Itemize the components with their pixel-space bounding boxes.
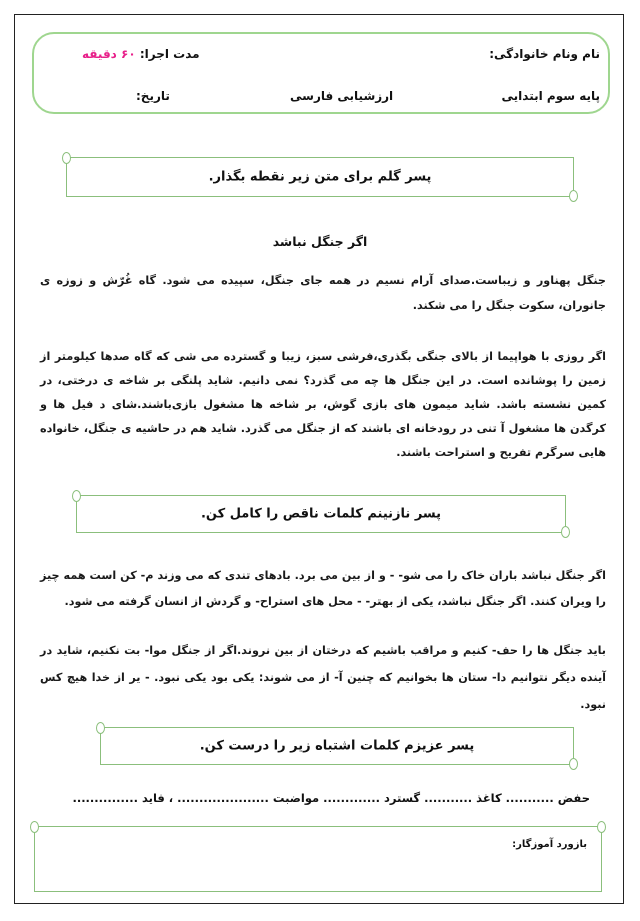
section2-title-banner <box>76 495 566 533</box>
section2-paragraph1 <box>40 563 606 615</box>
subject-label: ارزشیابی فارسی <box>290 89 394 103</box>
duration-label: مدت اجرا: <box>139 47 200 61</box>
section1-title-banner <box>66 157 574 197</box>
student-name-label: نام ونام خانوادگی: <box>489 47 600 61</box>
teacher-feedback-box <box>34 826 602 892</box>
duration-field <box>82 47 200 61</box>
duration-value: ۶۰ دقیقه <box>82 47 136 61</box>
section2-paragraph2-text: باید جنگل ها را حف- کنیم و مراقب باشیم که درختان از بین نروند.اگر از جنگل موا- بت نکنیم، شاید در آینده دیگر نتوانیم دا- ستان ها بخوانیم که چنین آ- از می شوند: یکی بود یکی نبود. - یر از خدا هیچ کس نبود. <box>40 644 606 711</box>
misspelled-words-line: حفض ........... کاغذ ........... گسترد ............. مواضبت ..................... ، فاید ............... <box>72 791 590 805</box>
date-label: تاریخ: <box>136 89 170 103</box>
section2-paragraph2 <box>40 637 606 718</box>
section1-paragraph2-text: اگر روزی با هواپیما از بالای جنگی بگذری،فرشی سبز، زیبا و گسترده می شی که گاه صدها کیلومتر از زمین را پوشانده است. در این جنگل ها چه می گذرد؟ نمی دانیم. شاید پلنگی بر شاخه ی درختی، در کمین نشسته باشد. شاید میمون های بازی گوش، بر شاخه ها مشغول بازی‌باشند.شای د فیل ها و کرگدن ها مشغول آ تنی در رودخانه ای باشند که از جنگل می گذرد. شاید هم در حاشیه ی جنگل، خانواده هایی سرگرم تفریح و استراحت باشند. <box>40 350 606 459</box>
section1-paragraph2 <box>40 345 606 465</box>
grade-label: پایه سوم ابتدایی <box>501 89 600 103</box>
section2-title: پسر نازنینم کلمات ناقص را کامل کن. <box>200 506 442 522</box>
teacher-feedback-label: بازورد آموزگار: <box>512 839 587 850</box>
section1-paragraph1 <box>40 268 606 318</box>
section3-title-banner <box>100 727 574 765</box>
section1-title: پسر گلم برای متن زیر نقطه بگذار. <box>208 169 432 185</box>
section3-title: پسر عزیزم کلمات اشتباه زیر را درست کن. <box>199 738 475 754</box>
section2-paragraph1-text: اگر جنگل نباشد باران خاک را می شو- - و از بین می برد. بادهای تندی که می وزند م- کن است همه چیز را ویران کنند. اگر جنگل نباشد، یکی از بهتر- - محل های استراح- و گردش از انسان گرفته می شود. <box>40 569 606 608</box>
section1-paragraph1-text: جنگل پهناور و زیباست.صدای آرام نسیم در همه جای جنگل، سپیده می شود. گاه غُرّش و زوزه ی جانوران، سکوت جنگل را می شکند. <box>40 274 606 312</box>
story-title: اگر جنگل نباشد <box>272 234 368 249</box>
